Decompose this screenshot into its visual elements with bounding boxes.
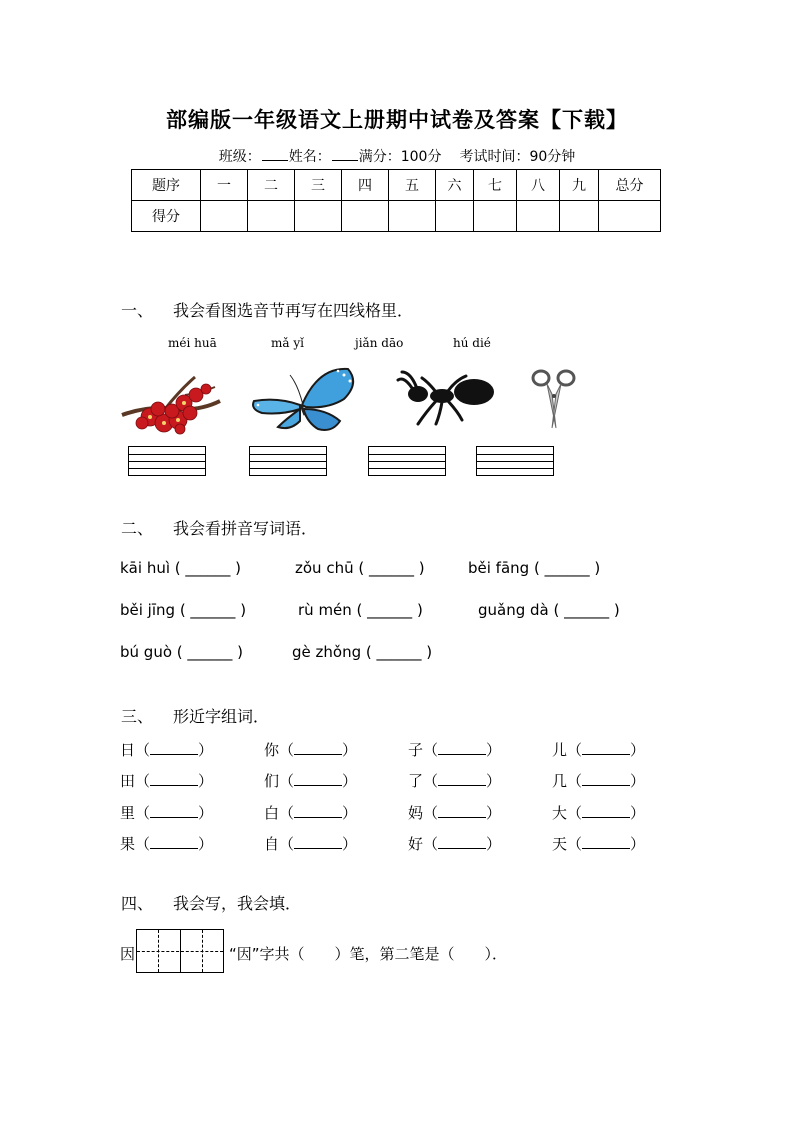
- section1-number: 一、: [121, 301, 154, 320]
- answer-blank[interactable]: [582, 773, 630, 786]
- section4-instruction: 我会写，我会填．: [173, 894, 302, 913]
- answer-blank[interactable]: [150, 773, 198, 786]
- similar-char: 里: [120, 804, 136, 822]
- pinyin-word-item[interactable]: běi jīng ( ______ ): [120, 601, 247, 619]
- section2-instruction: 我会看拼音写词语．: [173, 519, 318, 538]
- open-paren: （: [135, 804, 151, 822]
- score-cell[interactable]: [342, 201, 389, 232]
- close-paren: ）: [342, 741, 358, 759]
- similar-char: 天: [552, 835, 568, 853]
- similar-char-item[interactable]: [552, 833, 645, 854]
- score-cell[interactable]: [474, 201, 517, 232]
- open-paren: （: [567, 804, 583, 822]
- section3-instruction: 形近字组词．: [173, 707, 270, 726]
- similar-char: 几: [552, 772, 568, 790]
- answer-blank[interactable]: [294, 773, 342, 786]
- similar-char-item[interactable]: [408, 739, 501, 760]
- pinyin-word-item[interactable]: rù mén ( ______ ): [298, 601, 423, 619]
- score-cell[interactable]: [436, 201, 474, 232]
- butterfly-picture: [248, 365, 360, 433]
- close-paren: ）: [198, 835, 214, 853]
- similar-char-item[interactable]: [408, 770, 501, 791]
- section2-heading: [121, 516, 317, 539]
- close-paren: ）: [198, 772, 214, 790]
- score-cell[interactable]: [295, 201, 342, 232]
- answer-blank[interactable]: [438, 773, 486, 786]
- close-paren: ）: [486, 772, 502, 790]
- similar-char-item[interactable]: [120, 833, 213, 854]
- name-label: 姓名：: [288, 149, 331, 165]
- table-header-cell: 七: [474, 170, 517, 201]
- four-line-writing-box[interactable]: [249, 446, 327, 476]
- table-header-cell: 题序: [132, 170, 201, 201]
- four-line-writing-box[interactable]: [476, 446, 554, 476]
- similar-char: 日: [120, 741, 136, 759]
- open-paren: （: [135, 741, 151, 759]
- pinyin-label: jiǎn dāo: [355, 336, 404, 350]
- close-paren: ）: [342, 835, 358, 853]
- similar-char: 白: [264, 804, 280, 822]
- table-header-cell: 六: [436, 170, 474, 201]
- similar-char: 你: [264, 741, 280, 759]
- section4-number: 四、: [121, 894, 154, 913]
- full-score: 满分：100分: [358, 149, 442, 165]
- class-label: 班级：: [218, 149, 261, 165]
- close-paren: ）: [198, 804, 214, 822]
- close-paren: ）: [630, 741, 646, 759]
- answer-blank[interactable]: [150, 805, 198, 818]
- score-row-label: 得分: [132, 201, 201, 232]
- name-blank[interactable]: [332, 148, 358, 161]
- open-paren: （: [135, 772, 151, 790]
- open-paren: （: [423, 741, 439, 759]
- page-title: 部编版一年级语文上册期中试卷及答案【下载】: [166, 108, 628, 132]
- four-line-writing-box[interactable]: [368, 446, 446, 476]
- open-paren: （: [279, 835, 295, 853]
- answer-blank[interactable]: [150, 742, 198, 755]
- four-line-writing-box[interactable]: [128, 446, 206, 476]
- exam-info: [0, 146, 794, 166]
- score-table-header-row: [132, 170, 661, 201]
- table-header-cell: 五: [389, 170, 436, 201]
- score-cell[interactable]: [599, 201, 661, 232]
- table-header-cell: 一: [201, 170, 248, 201]
- table-header-cell: 八: [517, 170, 560, 201]
- table-header-cell: 总分: [599, 170, 661, 201]
- similar-char-item[interactable]: [120, 770, 213, 791]
- section2-number: 二、: [121, 519, 154, 538]
- open-paren: （: [135, 835, 151, 853]
- answer-blank[interactable]: [294, 805, 342, 818]
- close-paren: ）: [486, 835, 502, 853]
- section4-character: 因: [120, 945, 136, 963]
- score-table: [131, 169, 661, 232]
- open-paren: （: [567, 741, 583, 759]
- similar-char-item[interactable]: [408, 802, 501, 823]
- answer-blank[interactable]: [582, 805, 630, 818]
- similar-char: 自: [264, 835, 280, 853]
- open-paren: （: [423, 772, 439, 790]
- table-header-cell: 二: [248, 170, 295, 201]
- stroke-question[interactable]: “因”字共（ ）笔，第二笔是（ ）．: [229, 945, 508, 963]
- open-paren: （: [423, 835, 439, 853]
- similar-char-item[interactable]: [552, 739, 645, 760]
- similar-char: 们: [264, 772, 280, 790]
- open-paren: （: [279, 741, 295, 759]
- close-paren: ）: [486, 741, 502, 759]
- score-cell[interactable]: [389, 201, 436, 232]
- similar-char: 妈: [408, 804, 424, 822]
- score-cell[interactable]: [248, 201, 295, 232]
- similar-char-item[interactable]: [120, 802, 213, 823]
- close-paren: ）: [342, 772, 358, 790]
- close-paren: ）: [630, 835, 646, 853]
- answer-blank[interactable]: [438, 805, 486, 818]
- score-cell[interactable]: [560, 201, 599, 232]
- pinyin-label: mǎ yǐ: [271, 336, 304, 350]
- open-paren: （: [279, 804, 295, 822]
- table-header-cell: 四: [342, 170, 389, 201]
- pinyin-word-item[interactable]: běi fāng ( ______ ): [468, 559, 601, 577]
- open-paren: （: [567, 772, 583, 790]
- section1-heading: [121, 298, 413, 321]
- answer-blank[interactable]: [582, 742, 630, 755]
- pinyin-word-item[interactable]: guǎng dà ( ______ ): [478, 601, 620, 619]
- scissors-picture: [530, 366, 578, 432]
- pinyin-label: méi huā: [168, 336, 217, 350]
- score-cell[interactable]: [517, 201, 560, 232]
- similar-char-item[interactable]: [264, 802, 357, 823]
- pinyin-word-item[interactable]: kāi huì ( ______ ): [120, 559, 242, 577]
- similar-char-item[interactable]: [552, 770, 645, 791]
- close-paren: ）: [198, 741, 214, 759]
- similar-char-item[interactable]: [264, 770, 357, 791]
- similar-char: 了: [408, 772, 424, 790]
- class-blank[interactable]: [262, 148, 288, 161]
- answer-blank[interactable]: [582, 836, 630, 849]
- open-paren: （: [279, 772, 295, 790]
- section3-heading: [121, 704, 269, 727]
- table-header-cell: 三: [295, 170, 342, 201]
- similar-char-item[interactable]: [552, 802, 645, 823]
- answer-blank[interactable]: [438, 836, 486, 849]
- stroke-writing-grid[interactable]: [136, 929, 224, 973]
- close-paren: ）: [486, 804, 502, 822]
- similar-char: 大: [552, 804, 568, 822]
- pinyin-word-item[interactable]: bú guò ( ______ ): [120, 643, 244, 661]
- section3-number: 三、: [121, 707, 154, 726]
- answer-blank[interactable]: [150, 836, 198, 849]
- similar-char: 子: [408, 741, 424, 759]
- close-paren: ）: [630, 772, 646, 790]
- open-paren: （: [423, 804, 439, 822]
- pinyin-word-item[interactable]: zǒu chū ( ______ ): [295, 559, 425, 577]
- plum-blossom-picture: [120, 365, 225, 435]
- answer-blank[interactable]: [294, 836, 342, 849]
- pinyin-word-item[interactable]: gè zhǒng ( ______ ): [292, 643, 433, 661]
- similar-char: 田: [120, 772, 136, 790]
- similar-char: 果: [120, 835, 136, 853]
- pinyin-label: hú dié: [453, 336, 491, 350]
- similar-char: 好: [408, 835, 424, 853]
- similar-char-item[interactable]: [264, 833, 357, 854]
- ant-picture: [396, 368, 500, 426]
- section4-heading: [121, 891, 301, 914]
- table-header-cell: 九: [560, 170, 599, 201]
- answer-blank[interactable]: [294, 742, 342, 755]
- score-cell[interactable]: [201, 201, 248, 232]
- score-table-score-row: [132, 201, 661, 232]
- similar-char-item[interactable]: [120, 739, 213, 760]
- open-paren: （: [567, 835, 583, 853]
- close-paren: ）: [630, 804, 646, 822]
- answer-blank[interactable]: [438, 742, 486, 755]
- similar-char-item[interactable]: [408, 833, 501, 854]
- close-paren: ）: [342, 804, 358, 822]
- similar-char: 儿: [552, 741, 568, 759]
- exam-time: 考试时间：90分钟: [459, 149, 576, 165]
- section1-instruction: 我会看图选音节再写在四线格里．: [173, 301, 414, 320]
- similar-char-item[interactable]: [264, 739, 357, 760]
